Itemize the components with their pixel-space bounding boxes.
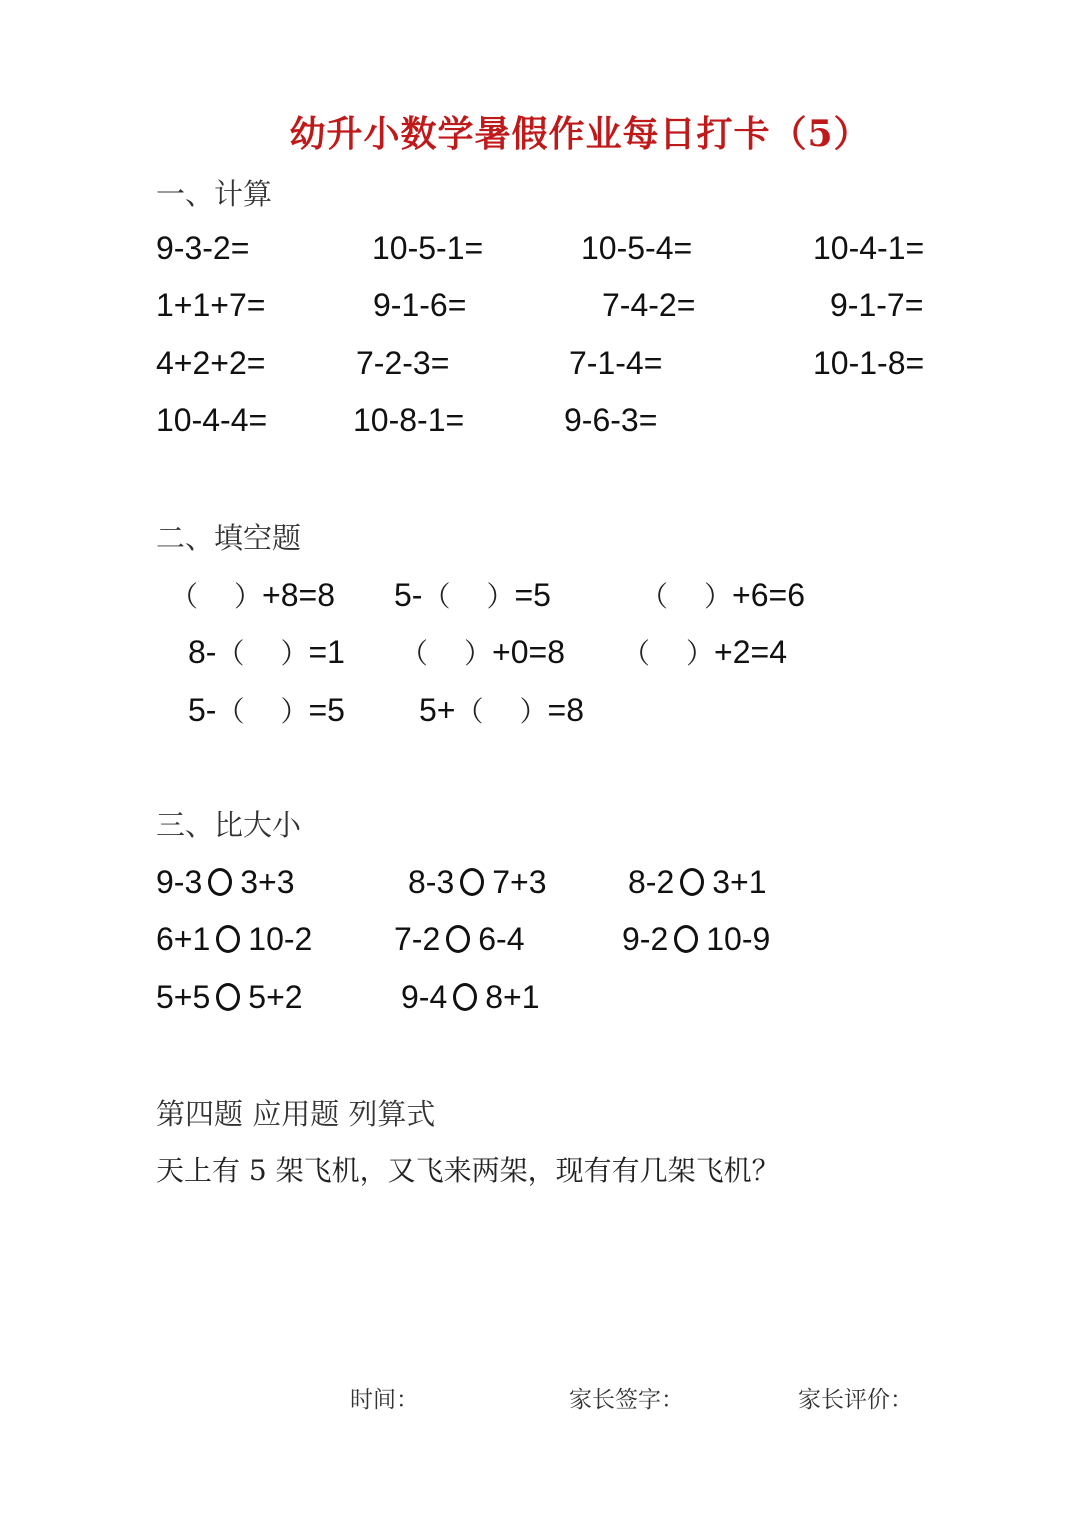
- compare-item: [156, 864, 295, 901]
- fill-blank-item: [622, 632, 787, 672]
- blank-suffix: +6=6: [732, 577, 805, 613]
- compare-item: [156, 921, 312, 958]
- blank-prefix: 5-: [188, 692, 217, 728]
- compare-circle[interactable]: [208, 868, 232, 896]
- calc-problem: 4+2+2=: [156, 345, 266, 381]
- left-paren: （: [216, 637, 245, 670]
- fill-blank-item: [170, 575, 335, 615]
- calc-problem: 7-2-3=: [356, 345, 450, 381]
- calc-problem: 10-5-4=: [581, 230, 693, 266]
- compare-circle[interactable]: [680, 868, 704, 896]
- page-title: 幼升小数学暑假作业每日打卡（5）: [289, 113, 871, 155]
- compare-left: 8-3: [408, 864, 455, 900]
- compare-right: 8+1: [485, 979, 540, 1015]
- compare-circle[interactable]: [446, 925, 470, 953]
- section-heading-word-problem: 第四题 应用题 列算式: [156, 1097, 436, 1131]
- compare-circle[interactable]: [460, 868, 484, 896]
- left-paren: （: [422, 580, 451, 613]
- blank-suffix: =8: [547, 692, 584, 728]
- section-heading-fill-blank: 二、填空题: [156, 521, 302, 555]
- compare-circle[interactable]: [216, 983, 240, 1011]
- compare-left: 7-2: [394, 921, 441, 957]
- compare-right: 3+3: [240, 864, 295, 900]
- fill-blank-item: [188, 690, 345, 730]
- left-paren: （: [216, 695, 245, 728]
- fill-blank-item: [394, 575, 551, 615]
- compare-right: 5+2: [248, 979, 303, 1015]
- blank-suffix: +8=8: [262, 577, 335, 613]
- compare-left: 9-4: [401, 979, 448, 1015]
- left-paren: （: [455, 695, 484, 728]
- blank-suffix: +2=4: [714, 634, 787, 670]
- blank-suffix: =5: [308, 692, 345, 728]
- compare-item: [628, 864, 767, 901]
- blank-suffix: +0=8: [492, 634, 565, 670]
- calc-problem: 10-1-8=: [813, 345, 925, 381]
- word-problem-question: 天上有 5 架飞机，又飞来两架，现有有几架飞机？: [156, 1154, 780, 1187]
- calc-problem: 10-4-4=: [156, 402, 268, 438]
- right-paren: ）: [686, 637, 715, 670]
- calc-problem: 1+1+7=: [156, 287, 266, 323]
- parent-evaluation-label: 家长评价：: [798, 1387, 913, 1413]
- right-paren: ）: [464, 637, 493, 670]
- fill-blank-item: [188, 632, 345, 672]
- calc-problem: 10-5-1=: [372, 230, 484, 266]
- left-paren: （: [640, 580, 669, 613]
- left-paren: （: [622, 637, 651, 670]
- compare-item: [156, 979, 303, 1016]
- compare-right: 10-2: [248, 921, 313, 957]
- calc-problem: 9-1-7=: [830, 287, 924, 323]
- blank-prefix: 5+: [419, 692, 456, 728]
- compare-left: 8-2: [628, 864, 675, 900]
- compare-item: [394, 921, 525, 958]
- calc-problem: 7-4-2=: [602, 287, 696, 323]
- compare-left: 9-2: [622, 921, 669, 957]
- calc-problem: 9-3-2=: [156, 230, 250, 266]
- compare-item: [622, 921, 770, 958]
- compare-circle[interactable]: [674, 925, 698, 953]
- compare-item: [408, 864, 547, 901]
- fill-blank-item: [419, 690, 584, 730]
- compare-right: 10-9: [706, 921, 771, 957]
- blank-suffix: =5: [514, 577, 551, 613]
- compare-right: 3+1: [712, 864, 767, 900]
- calc-problem: 10-8-1=: [353, 402, 465, 438]
- fill-blank-item: [400, 632, 565, 672]
- compare-left: 9-3: [156, 864, 203, 900]
- fill-blank-item: [640, 575, 805, 615]
- right-paren: ）: [280, 695, 309, 728]
- section-heading-calculation: 一、计算: [156, 177, 273, 211]
- calc-problem: 9-6-3=: [564, 402, 658, 438]
- time-label: 时间：: [350, 1387, 419, 1413]
- right-paren: ）: [519, 695, 548, 728]
- calc-problem: 7-1-4=: [569, 345, 663, 381]
- compare-right: 6-4: [478, 921, 525, 957]
- right-paren: ）: [234, 580, 263, 613]
- calc-problem: 10-4-1=: [813, 230, 925, 266]
- blank-suffix: =1: [308, 634, 345, 670]
- compare-right: 7+3: [492, 864, 547, 900]
- left-paren: （: [170, 580, 199, 613]
- right-paren: ）: [486, 580, 515, 613]
- right-paren: ）: [704, 580, 733, 613]
- compare-circle[interactable]: [216, 925, 240, 953]
- compare-left: 6+1: [156, 921, 211, 957]
- right-paren: ）: [280, 637, 309, 670]
- blank-prefix: 8-: [188, 634, 217, 670]
- compare-circle[interactable]: [453, 983, 477, 1011]
- section-heading-compare: 三、比大小: [156, 808, 302, 842]
- compare-item: [401, 979, 540, 1016]
- blank-prefix: 5-: [394, 577, 423, 613]
- compare-left: 5+5: [156, 979, 211, 1015]
- left-paren: （: [400, 637, 429, 670]
- calc-problem: 9-1-6=: [373, 287, 467, 323]
- parent-signature-label: 家长签字：: [569, 1387, 684, 1413]
